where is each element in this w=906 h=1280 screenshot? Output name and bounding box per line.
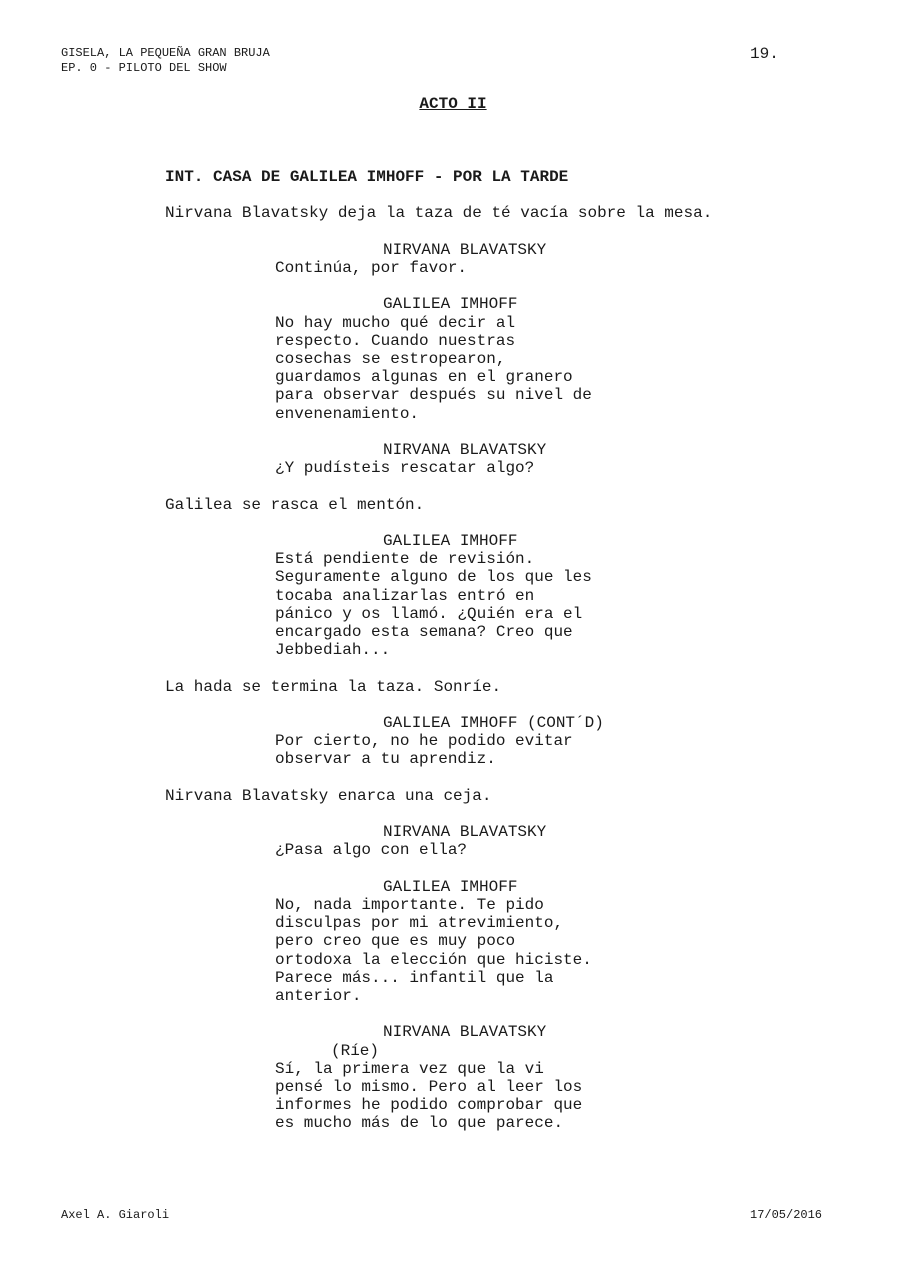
character-name: NIRVANA BLAVATSKY	[383, 240, 547, 259]
dialogue-line: pensé lo mismo. Pero al leer los	[275, 1078, 583, 1096]
dialogue-line: Seguramente alguno de los que les	[275, 568, 592, 587]
dialogue-line: Sí, la primera vez que la vi	[275, 1059, 544, 1078]
dialogue-line: observar a tu aprendiz.	[275, 750, 496, 769]
action-line: Nirvana Blavatsky enarca una ceja.	[165, 786, 492, 805]
dialogue-line: ¿Pasa algo con ella?	[275, 841, 468, 860]
dialogue-line: es mucho más de lo que parece.	[275, 1114, 564, 1133]
action-line: Nirvana Blavatsky deja la taza de té vacía sobre la mesa.	[165, 204, 713, 223]
footer-date: 17/05/2016	[750, 1208, 823, 1222]
dialogue-line: guardamos algunas en el granero	[275, 368, 573, 387]
dialogue-line: respecto. Cuando nuestras	[275, 331, 516, 350]
dialogue-line: Por cierto, no he podido evitar	[275, 732, 573, 751]
parenthetical: (Ríe)	[331, 1041, 380, 1060]
footer-author: Axel A. Giaroli	[61, 1208, 170, 1222]
character-name: NIRVANA BLAVATSKY	[383, 1023, 547, 1042]
dialogue-line: encargado esta semana? Creo que	[275, 623, 573, 641]
dialogue-line: No hay mucho qué decir al	[275, 313, 516, 332]
header-title-line-1: GISELA, LA PEQUEÑA GRAN BRUJA	[61, 46, 270, 60]
dialogue-line: para observar después su nivel de	[275, 386, 592, 405]
character-name: GALILEA IMHOFF	[383, 877, 518, 896]
page-number: 19.	[750, 45, 779, 63]
dialogue-line: cosechas se estropearon,	[275, 350, 506, 368]
dialogue-line: Está pendiente de revisión.	[275, 550, 535, 569]
act-heading: ACTO II	[419, 95, 487, 113]
dialogue-line: ortodoxa la elección que hiciste.	[275, 950, 592, 969]
dialogue-line: No, nada importante. Te pido	[275, 896, 544, 914]
dialogue-line: ¿Y pudísteis rescatar algo?	[275, 459, 535, 478]
header-title-line-2: EP. 0 - PILOTO DEL SHOW	[61, 61, 227, 75]
header-title-block	[61, 46, 270, 76]
scene-heading: INT. CASA DE GALILEA IMHOFF - POR LA TARDE	[165, 168, 569, 186]
action-line: La hada se termina la taza. Sonríe.	[165, 677, 502, 696]
character-name: GALILEA IMHOFF (CONT´D)	[383, 714, 604, 732]
dialogue-line: envenenamiento.	[275, 404, 420, 423]
dialogue-line: pero creo que es muy poco	[275, 932, 516, 951]
dialogue-line: Parece más... infantil que la	[275, 968, 554, 987]
action-line: Galilea se rasca el mentón.	[165, 495, 425, 514]
character-name: NIRVANA BLAVATSKY	[383, 441, 547, 459]
character-name: GALILEA IMHOFF	[383, 532, 518, 550]
character-name: GALILEA IMHOFF	[383, 295, 518, 314]
dialogue-line: informes he podido comprobar que	[275, 1096, 583, 1115]
dialogue-line: Continúa, por favor.	[275, 259, 468, 277]
character-name: NIRVANA BLAVATSKY	[383, 823, 547, 842]
dialogue-line: pánico y os llamó. ¿Quién era el	[275, 604, 583, 623]
dialogue-line: Jebbediah...	[275, 641, 391, 660]
dialogue-line: anterior.	[275, 987, 362, 1005]
dialogue-line: disculpas por mi atrevimiento,	[275, 914, 564, 933]
dialogue-line: tocaba analizarlas entró en	[275, 586, 535, 605]
